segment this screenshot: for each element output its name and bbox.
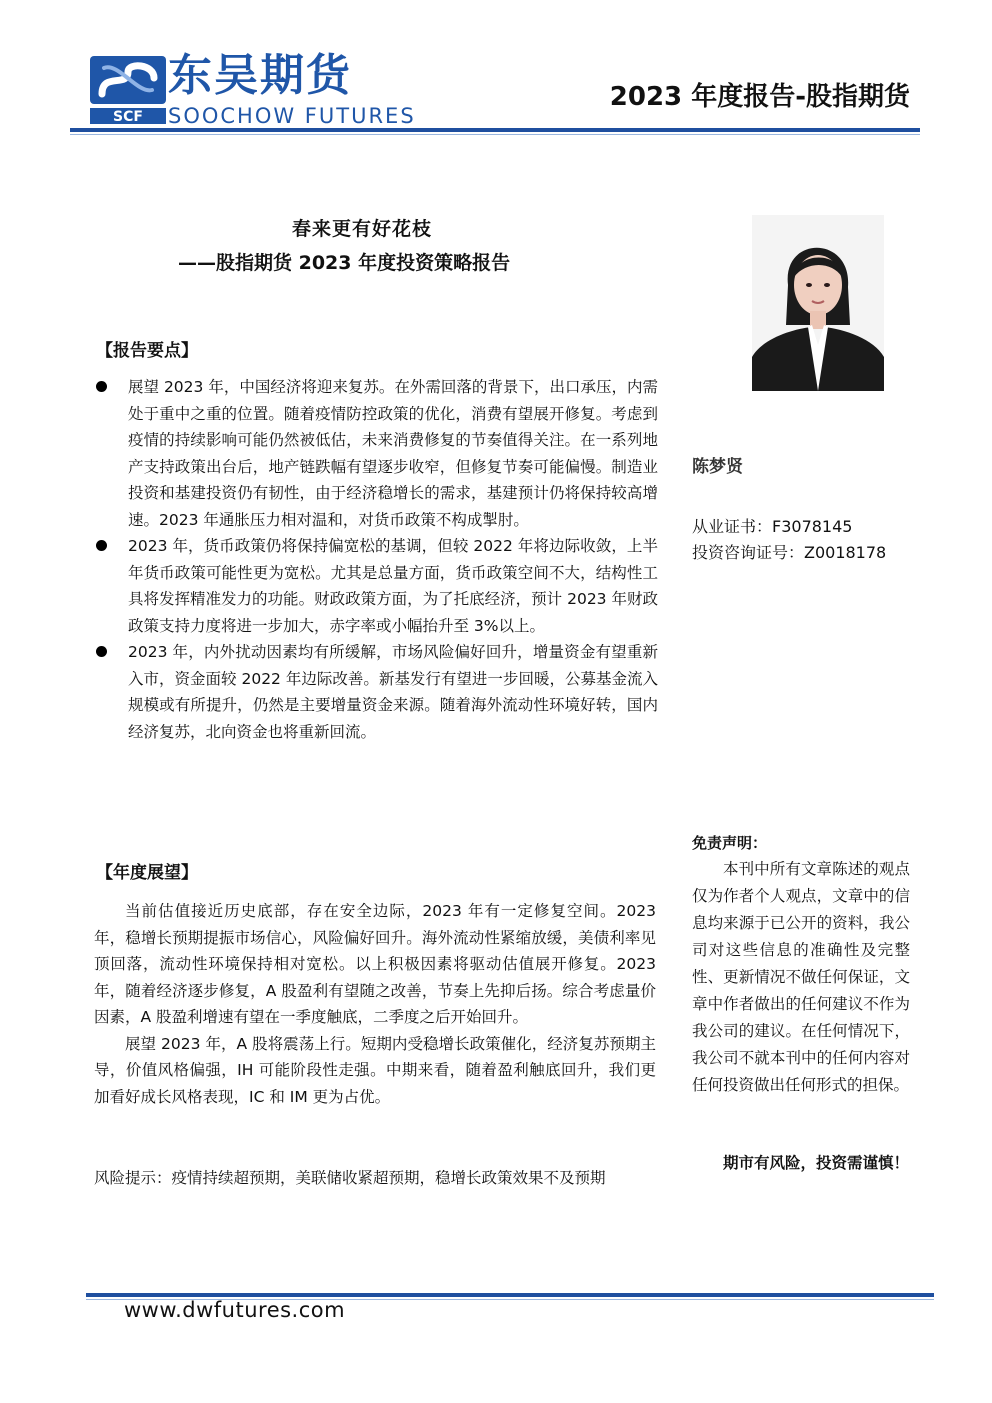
logo-text: SCF bbox=[113, 109, 143, 125]
bullet-icon bbox=[96, 646, 107, 657]
report-category-title: 2023 年度报告-股指期货 bbox=[609, 82, 910, 112]
outlook-paragraph: 展望 2023 年，A 股将震荡上行。短期内受稳增长政策催化，经济复苏预期主导，价值风格偏强，IH 可能阶段性走强。中期来看，随着盈利触底回升，我们更加看好成长风格表现，IC 和 IM 更为占优。 bbox=[94, 1034, 656, 1106]
key-points-list bbox=[96, 374, 658, 745]
brand-name-english: SOOCHOW FUTURES bbox=[168, 104, 416, 128]
website-link[interactable]: www.dwfutures.com bbox=[124, 1298, 346, 1322]
key-points-heading: 【报告要点】 bbox=[96, 341, 198, 361]
key-point-text: 2023 年，货币政策仍将保持偏宽松的基调，但较 2022 年将边际收敛，上半年货币政策可能性更为宽松。尤其是总量方面，货币政策空间不大，结构性工具将发挥精准发力的功能。财政政策方面，为了托底经济，预计 2023 年财政政策支持力度将进一步加大，赤字率或小幅抬升至 3%以上。 bbox=[128, 537, 658, 635]
header-divider-thin bbox=[70, 134, 920, 135]
company-logo bbox=[88, 54, 168, 126]
list-item bbox=[96, 639, 658, 745]
report-subtitle: ——股指期货 2023 年度投资策略报告 bbox=[178, 252, 511, 274]
author-name: 陈梦贤 bbox=[692, 457, 743, 477]
report-title: 春来更有好花枝 bbox=[292, 218, 433, 240]
key-point-text: 展望 2023 年，中国经济将迎来复苏。在外需回落的背景下，出口承压，内需处于重中之重的位置。随着疫情防控政策的优化，消费有望展开修复。考虑到疫情的持续影响可能仍然被低估，未来消费修复的节奏值得关注。在一系列地产支持政策出台后，地产链跌幅有望逐步收窄，但修复节奏可能偏慢。制造业投资和基建投资仍有韧性，由于经济稳增长的需求，基建预计仍将保持较高增速。2023 年通胀压力相对温和，对货币政策不构成掣肘。 bbox=[128, 378, 658, 529]
outlook-paragraph: 当前估值接近历史底部，存在安全边际，2023 年有一定修复空间。2023 年，稳增长预期提振市场信心，风险偏好回升。海外流动性紧缩放缓，美债利率见顶回落，流动性环境保持相对宽松。以上积极因素将驱动估值展开修复。2023 年，随着经济逐步修复，A 股盈利有望随之改善，节奏上先抑后扬。综合考虑量价因素，A 股盈利增速有望在一季度触底，二季度之后开始回升。 bbox=[94, 902, 656, 1026]
list-item bbox=[96, 374, 658, 533]
bullet-icon bbox=[96, 540, 107, 551]
risk-warning: 期市有风险，投资需谨慎！ bbox=[723, 1154, 910, 1172]
author-photo bbox=[752, 215, 884, 391]
key-point-text: 2023 年，内外扰动因素均有所缓解，市场风险偏好回升，增量资金有望重新入市，资金面较 2022 年边际改善。新基发行有望进一步回暖，公募基金流入规模或有所提升，仍然是主要增量资金来源。随着海外流动性环境好转，国内经济复苏，北向资金也将重新回流。 bbox=[128, 643, 658, 741]
brand-name-chinese: 东吴期货 bbox=[168, 50, 352, 101]
header-divider bbox=[70, 128, 920, 132]
outlook-body bbox=[94, 898, 656, 1110]
disclaimer-text: 本刊中所有文章陈述的观点仅为作者个人观点，文章中的信息均来源于已公开的资料，我公司对这些信息的准确性及完整性、更新情况不做任何保证，文章中作者做出的任何建议不作为我公司的建议。在任何情况下，我公司不就本刊中的任何内容对任何投资做出任何形式的担保。 bbox=[692, 860, 910, 1094]
bullet-icon bbox=[96, 381, 107, 392]
footer-divider bbox=[86, 1293, 934, 1297]
practice-certificate: 从业证书：F3078145 bbox=[692, 517, 853, 536]
disclaimer-heading: 免责声明： bbox=[692, 834, 768, 852]
advisory-certificate: 投资咨询证号：Z0018178 bbox=[692, 543, 887, 562]
list-item bbox=[96, 533, 658, 639]
risk-notice: 风险提示：疫情持续超预期，美联储收紧超预期，稳增长政策效果不及预期 bbox=[94, 1169, 606, 1187]
outlook-heading: 【年度展望】 bbox=[96, 863, 198, 883]
